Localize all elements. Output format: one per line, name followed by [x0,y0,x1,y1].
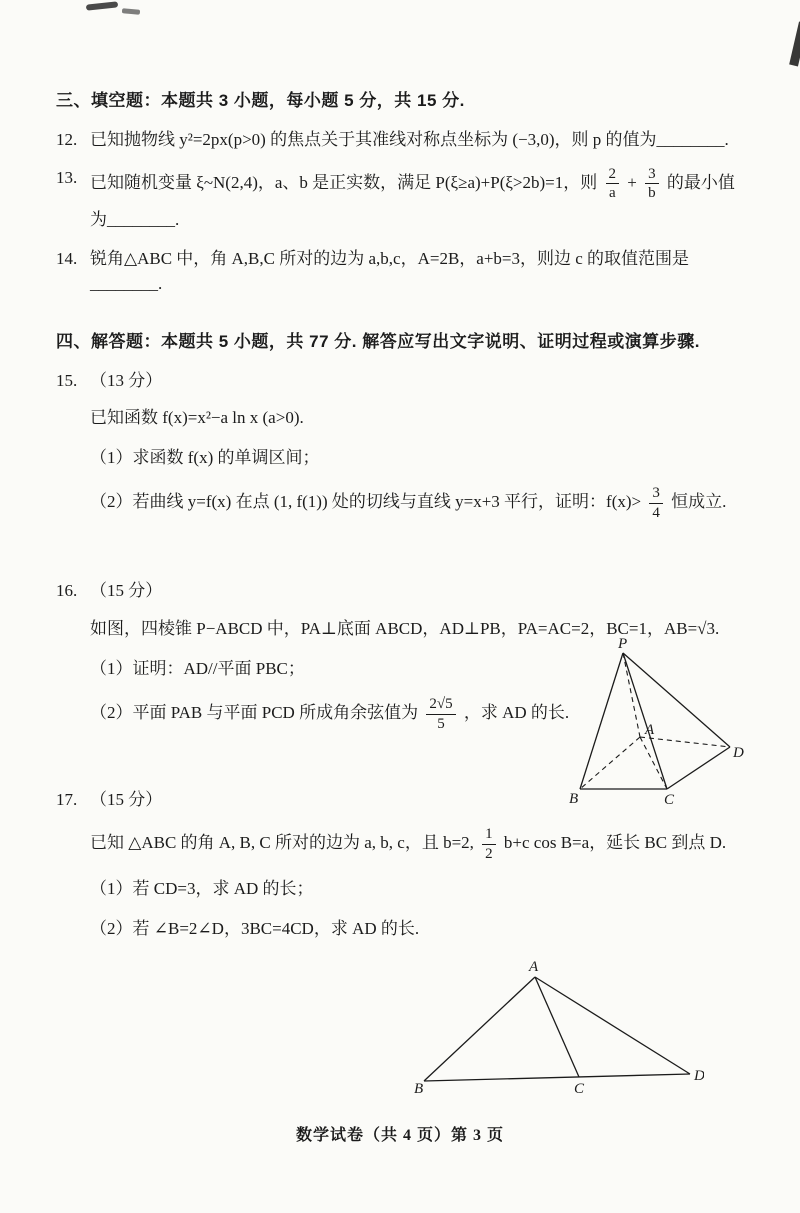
vertex-label-D: D [694,1068,704,1085]
plus-sign: + [627,172,637,192]
question-15-heading [56,369,752,394]
question-16-heading [56,579,752,604]
question-17 [56,788,752,1102]
question-13-number: 13. [56,167,78,187]
scan-artifact [789,22,800,67]
pyramid-dashed-edges [580,653,730,789]
section-3-header: 三、填空题：本题共 3 小题，每小题 5 分，共 15 分. [56,91,465,110]
question-17-item2: （2）若 ∠B=2∠D，3BC=4CD，求 AD 的长. [90,918,420,938]
question-16-line1: 如图，四棱锥 P−ABCD 中，PA⊥底面 ABCD，AD⊥PB，PA=AC=2，BC=1，AB=√3. [90,619,720,639]
question-17-line1 [90,826,752,862]
question-17-line1-part2: b+c cos B=a，延长 BC 到点 D. [503,832,727,852]
vertex-label-D: D [733,745,744,762]
vertex-label-P: P [618,637,628,653]
triangle-figure-wrap [414,959,704,1102]
question-13-text-part1: 已知随机变量 ξ~N(2,4)，a、b 是正实数，满足 P(ξ≥a)+P(ξ>2b)=1，则 [90,172,598,192]
question-17-number: 17. [56,790,78,810]
question-16-item2 [90,696,570,732]
page-content [56,86,752,1102]
fraction-denominator: 5 [426,714,455,733]
vertex-label-C: C [664,792,675,809]
question-14-text: 锐角△ABC 中，角 A,B,C 所对的边为 a,b,c，A=2B，a+b=3，则边 c 的取值范围是________. [90,249,690,293]
question-13-continued: 为________. [90,209,180,229]
fraction [482,826,496,862]
pyramid-solid-edges [580,653,730,789]
triangle-figure [414,959,704,1097]
question-15-item1: （1）求函数 f(x) 的单调区间； [90,447,320,467]
fraction-denominator: a [606,183,620,202]
scan-artifact [86,1,118,10]
question-14 [56,247,752,296]
fraction-numerator: 3 [648,165,656,182]
scan-artifact [122,8,140,15]
question-16-score: （15 分） [90,581,163,601]
question-15-item2-part2: 恒成立. [671,492,727,512]
question-12-text: 已知抛物线 y²=2px(p>0) 的焦点关于其准线对称点坐标为 (−3,0)，则 p 的值为________. [90,130,729,149]
fraction [645,166,659,202]
question-15-item2-part1: （2）若曲线 y=f(x) 在点 (1, f(1)) 处的切线与直线 y=x+3 平行，证明：f(x)> [90,492,642,512]
question-14-number: 14. [56,249,78,269]
question-13 [56,166,752,202]
question-15-item2 [90,485,752,521]
fraction [606,166,620,202]
question-16-item2-part2: ，求 AD 的长. [463,703,570,723]
fraction-denominator: 2 [482,844,496,863]
vertex-label-B: B [569,791,579,808]
question-16-item2-part1: （2）平面 PAB 与平面 PCD 所成角余弦值为 [90,703,419,723]
question-15 [56,369,752,522]
fraction-numerator: 2 [608,165,617,182]
question-17-line1-part1: 已知 △ABC 的角 A, B, C 所对的边为 a, b, c，且 b=2, [90,832,474,852]
fraction-denominator: 4 [649,503,663,522]
fraction [426,696,455,732]
fraction-denominator: b [645,183,659,202]
question-15-number: 15. [56,370,78,390]
question-17-item1: （1）若 CD=3，求 AD 的长； [90,879,314,899]
question-16-item1: （1）证明：AD//平面 PBC； [90,658,305,678]
vertex-label-C: C [574,1081,585,1098]
triangle-edges [424,977,690,1081]
pyramid-figure [566,637,744,809]
question-17-heading [56,788,752,813]
page-footer: 数学试卷（共 4 页）第 3 页 [295,1127,504,1144]
fraction-numerator: 3 [652,485,660,502]
question-13-text-part2: 的最小值 [666,172,735,192]
question-16-number: 16. [56,581,78,601]
section-4-header: 四、解答题：本题共 5 小题，共 77 分. 解答应写出文字说明、证明过程或演算步骤. [56,331,700,351]
fraction-numerator: 2√5 [429,696,453,713]
question-13-text [90,166,752,202]
fraction-numerator: 1 [485,826,493,843]
question-15-line1: 已知函数 f(x)=x²−a ln x (a>0). [90,408,304,428]
question-15-score: （13 分） [90,370,163,390]
question-12-number: 12. [56,130,78,149]
vertex-label-B: B [414,1081,424,1098]
vertex-label-A: A [529,959,539,976]
fraction [649,485,663,521]
question-17-score: （15 分） [90,790,163,810]
question-12 [56,128,752,153]
vertex-label-A: A [645,722,655,739]
